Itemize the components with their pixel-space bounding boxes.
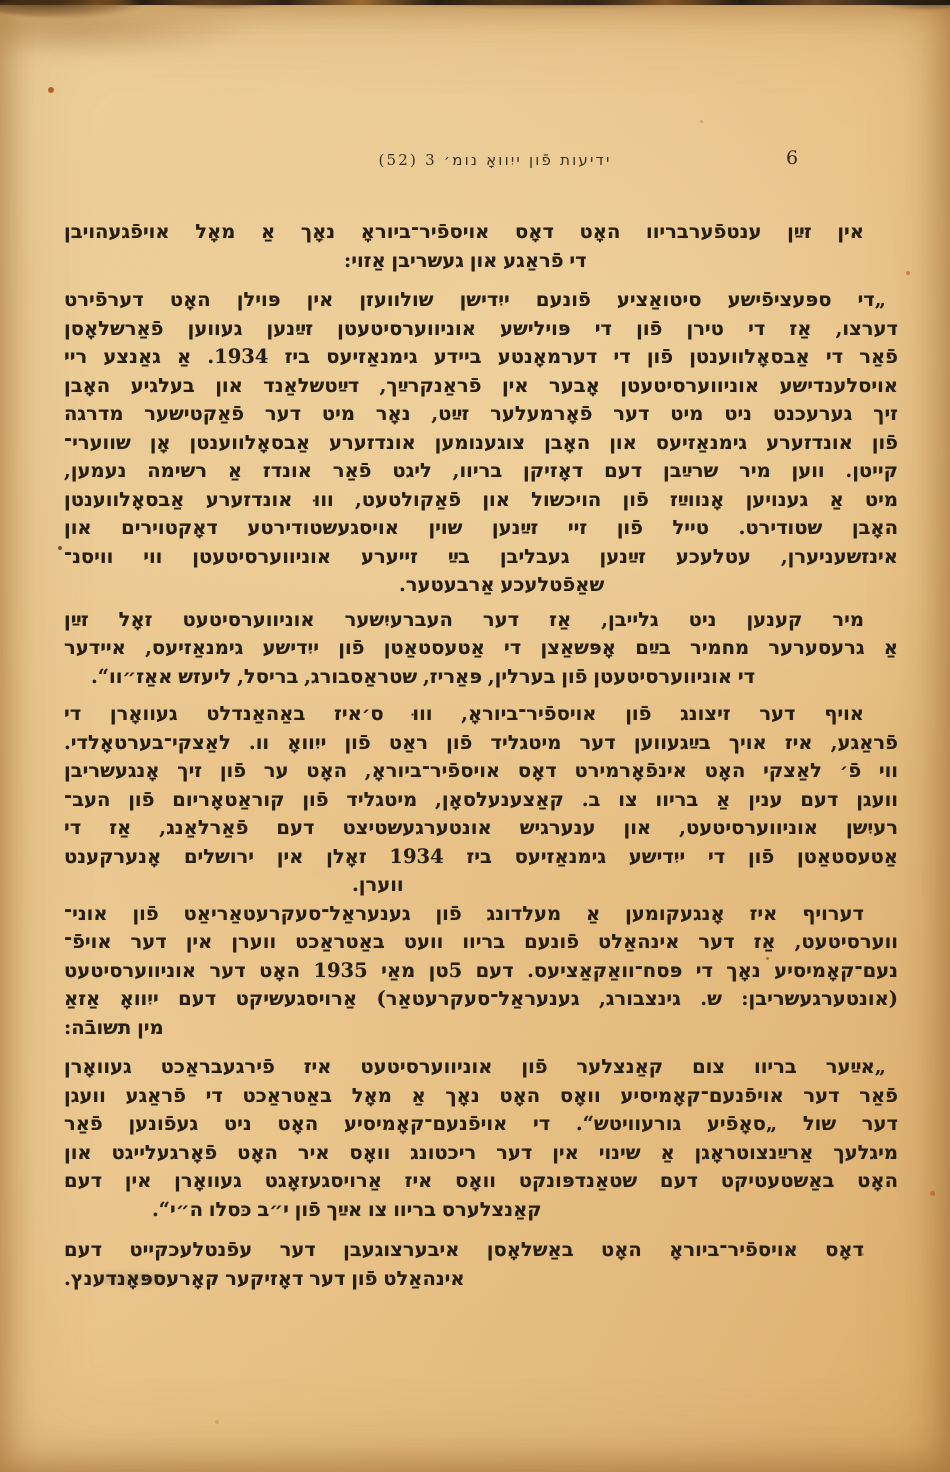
fox-spot bbox=[215, 1420, 219, 1424]
text-line: קייטן. ווען מיר שרײַבן דעם דאָזיקן בריוו, ליגט פֿאַר אונדז אַ רשימה נעמען, bbox=[64, 459, 898, 482]
ink-dot bbox=[58, 546, 62, 550]
fox-spot bbox=[906, 271, 910, 275]
text-line: מיגלעך אַרײַנצוטראָגן אַ שינוי אין דער ריכטונג וואָס איר האָט פֿאָרגעלייגט און bbox=[64, 1140, 898, 1164]
paragraph bbox=[64, 900, 898, 1043]
paragraph bbox=[64, 700, 898, 900]
text-line: ווערסיטעט, אַז דער אינהאַלט פֿונעם בריוו וועט באַטראַכט ווערן אין דער אויפֿ־ bbox=[64, 930, 898, 953]
text-line: מיר קענען ניט גלייבן, אַז דער העברעיִשער אוניווערסיטעט זאָל זײַן bbox=[64, 607, 864, 631]
text-line: מין תשובֿה: bbox=[64, 1015, 164, 1039]
text-line: די פֿראַגע און געשריבן אַזוי: bbox=[344, 248, 587, 272]
paragraph bbox=[64, 218, 898, 275]
text-line: אין זײַן ענטפֿערבריוו האָט דאָס אויספֿיר־ביוראָ נאָך אַ מאָל אויפֿגעהויבן bbox=[64, 220, 864, 243]
text-line: ווי פֿ׳ לאַצקי האָט אינפֿאָרמירט דאָס אויספֿיר־ביוראָ, האָט ער פֿון זיך אָנגעשריבן bbox=[64, 759, 898, 782]
text-line: פֿאַר דער אויפֿנעם־קאָמיסיע וואָס האָט נאָך אַ מאָל באַטראַכט די פֿראַגע וועגן bbox=[64, 1083, 898, 1107]
text-line: אַטעסטאַטן פֿון די ייִדישע גימנאַזיעס ביז 1934 זאָלן אין ירושלים אָנערקענט bbox=[64, 844, 898, 868]
text-line: „די ספּעציפֿישע סיטואַציע פֿונעם ייִדישן שולוועזן אין פּוילן האָט דערפֿירט bbox=[64, 288, 886, 311]
paragraph bbox=[64, 606, 898, 692]
paragraph bbox=[64, 1053, 898, 1224]
text-line: קאַנצלערס בריוו צו אײַך פֿון י״ב כּסלו ה״י“. bbox=[152, 1197, 542, 1221]
text-line: אינהאַלט פֿון דער דאָזיקער קאָרעספּאָנדענץ. bbox=[64, 1266, 465, 1290]
text-line: דאָס אויספֿיר־ביוראָ האָט באַשלאָסן איבערצוגעבן דער עפֿנטלעכקייט דעם bbox=[64, 1238, 864, 1261]
text-line: האָט באַשטעטיקט דעם שטאַנדפּונקט וואָס איז אַרויסגעזאָגט געוואָרן אין דעם bbox=[64, 1169, 898, 1192]
fox-spot bbox=[48, 87, 54, 93]
page-number: 6 bbox=[786, 147, 800, 169]
text-line: רעיִשן אוניווערסיטעט, און ענערגיש אונטערגעשטיצט דעם פֿאַרלאַנג, אַז די bbox=[64, 816, 898, 839]
text-line: וועגן דעם ענין אַ בריוו צו ב. קאַצענעלסאָן, מיטגליד פֿון קוראַטאָריום פֿון העב־ bbox=[64, 787, 898, 811]
text-line: זיך גערעכנט ניט מיט דער פֿאָרמעלער זײַט, נאָר מיט דער פֿאַקטישער מדרגה bbox=[64, 402, 898, 425]
paragraph bbox=[64, 286, 898, 600]
text-line: פֿון אונדזערע גימנאַזיעס און האָבן צוגענומען אונדזערע אַבסאָלווענטן אָן שווערי־ bbox=[64, 430, 898, 454]
page-header bbox=[64, 147, 898, 172]
text-line: אינזשעניערן, עטלעכע זײַנען געבליבן בײַ זייערע אוניווערסיטעטן ווי וויסנ־ bbox=[64, 544, 898, 568]
paragraph bbox=[64, 1236, 898, 1293]
text-line: אַ גרעסערער מחמיר בײַם אָפּשאַצן די אַטעסטאַטן פֿון ייִדישע גימנאַזיעס, איידער bbox=[64, 636, 898, 659]
text-line: שאַפֿטלעכע אַרבעטער. bbox=[399, 573, 605, 596]
text-line: (אונטערגעשריבן: ש. גינצבורג, גענעראַל־סעקרעטאַר) אַרויסגעשיקט דעם ייִוואָ אַזאַ bbox=[64, 987, 898, 1010]
text-line: מיט אַ גענויען אָנווײַז פֿון הויכשול און פֿאַקולטעט, וווּ אונדזערע אַבסאָלווענטן bbox=[64, 487, 898, 511]
text-line: דער שול „סאָפֿיע גורעוויטש“. די אויפֿנעם־קאָמיסיע האָט ניט געפֿונען פֿאַר bbox=[64, 1112, 898, 1135]
text-line: די אוניווערסיטעטן פֿון בערלין, פּאַריז, שטראַסבורג, בריסל, ליעזש אאַז״וו“. bbox=[91, 664, 756, 688]
text-line: פֿראַגע, איז אויך בײַגעווען דער מיטגליד פֿון ראַט פֿון ייִוואָ וו. לאַצקי־בערטאָלדי. bbox=[64, 730, 898, 754]
fox-spot bbox=[930, 1191, 935, 1196]
text-line: דערצו, אַז די טירן פֿון די פּוילישע אוניווערסיטעטן זײַנען געווען פֿאַרשלאָסן bbox=[64, 316, 898, 340]
text-line: אויסלענדישע אוניווערסיטעטן אָבער אין פֿראַנקרײַך, דײַטשלאַנד און בעלגיע האָבן bbox=[64, 373, 898, 397]
text-line: ווערן. bbox=[352, 873, 404, 896]
text-column bbox=[64, 0, 898, 1293]
journal-header: ידיעות פֿון ייִוואָ נומ׳ 3 (52) bbox=[378, 151, 612, 169]
text-line: נעם־קאָמיסיע נאָך די פּסח־וואַקאַציעס. דעם 5טן מאַי 1935 האָט דער אוניווערסיטעט bbox=[64, 958, 898, 982]
body-text bbox=[64, 218, 898, 1293]
text-line: „אײַער בריוו צום קאַנצלער פֿון אוניווערסיטעט איז פֿירגעבראַכט געוואָרן bbox=[64, 1055, 886, 1078]
text-line: דערויף איז אָנגעקומען אַ מעלדונג פֿון גענעראַל־סעקרעטאַריאַט פֿון אוני־ bbox=[64, 901, 864, 925]
text-line: פֿאַר די אַבסאָלווענטן פֿון די דערמאָנטע ביידע גימנאַזיעס ביז 1934. אַ גאַנצע ריי bbox=[64, 345, 898, 368]
text-line: אויף דער זיצונג פֿון אויספֿיר־ביוראָ, וווּ ס׳איז באַהאַנדלט געוואָרן די bbox=[64, 702, 864, 725]
text-line: האָבן שטודירט. טייל פֿון זיי זײַנען שוין אויסגעשטודירטע דאָקטוירים און bbox=[64, 516, 898, 539]
